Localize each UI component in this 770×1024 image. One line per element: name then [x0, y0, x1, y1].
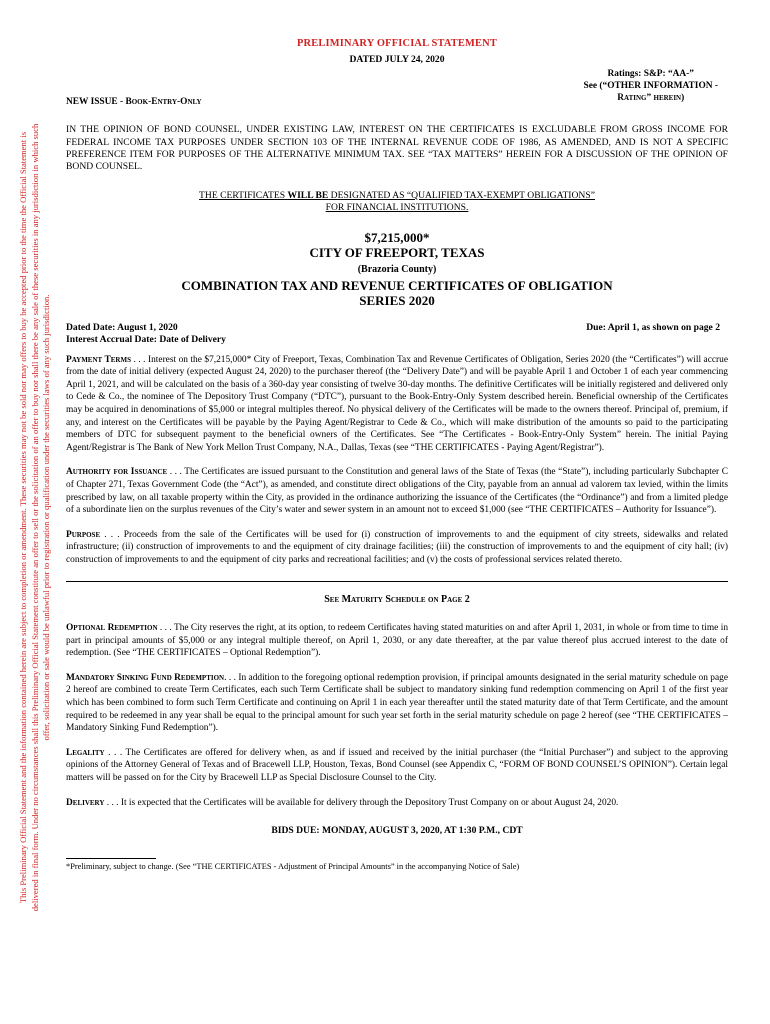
delivery-heading: Delivery — [66, 797, 105, 808]
designation-bold: WILL BE — [287, 189, 329, 201]
footnote: *Preliminary, subject to change. (See “THE CERTIFICATES - Adjustment of Principal Amounts” in the accompanying Notice of Sale) — [66, 861, 520, 871]
ratings-block — [584, 68, 718, 104]
optional-redemption-text: . . . The City reserves the right, at its option, to redeem Certificates having stated maturities on and after April 1, 2031, in whole or from time to time in part in principal amounts of $5,000 or any integral multiple thereof, on April 1, 2030, or any date thereafter, at the par value thereof plus accrued interest to the date of redemption. (See “THE CERTIFICATES – Optional Redemption”). — [66, 623, 729, 659]
authority-text: . . . The Certificates are issued pursuant to the Constitution and general laws of the State of Texas (the “State”), including particularly Subchapter C of Chapter 271, Texas Government Code (the “Act”), as amended, and constitute direct obligations of the City, payable from an annual ad valorem tax levied, within the limits prescribed by law, on all taxable property within the City, as provided in the ordinance authorizing the issuance of the Certificates (the “Ordinance”) and from a limited pledge of a subordinate lien on the surplus revenues of the City’s water and sewer system in an amount not to exceed $1,000 (see “THE CERTIFICATES – Authority for Issuance”). — [66, 467, 728, 516]
dates-row — [66, 322, 728, 348]
section-divider — [66, 581, 728, 582]
dated-line: DATED JULY 24, 2020 — [349, 53, 445, 65]
optional-redemption-paragraph — [66, 622, 728, 660]
dates-left — [66, 322, 226, 347]
document-page — [66, 34, 728, 873]
designation-line-2: FOR FINANCIAL INSTITUTIONS. — [325, 202, 469, 214]
sidebar-disclaimer-text — [18, 20, 53, 1015]
dated-date: Dated Date: August 1, 2020 — [66, 321, 178, 333]
ratings-line-2: See (“OTHER INFORMATION - — [583, 81, 718, 92]
ratings-line-1: Ratings: S&P: “AA-” — [607, 69, 694, 80]
purpose-paragraph — [66, 529, 728, 567]
offering-amount: $7,215,000* — [364, 229, 430, 245]
issue-ratings-row — [66, 68, 728, 108]
sinking-fund-text: . . . In addition to the foregoing optional redemption provision, if principal amounts designated in the serial maturity schedule on page 2 hereof are combined to create Term Certificates, each such Term Certificate shall be subject to mandatory sinking fund redemption commencing on April 1 of the first year which has been combined to form such Term Certificate and continuing on April 1 in each year thereafter until the stated maturity date of that Term Certificate, and the amount required to be redeemed in any year shall be equal to the principal amount for such year set forth in the serial maturity schedule on page 2 hereof (see “THE CERTIFICATES – Mandatory Sinking Fund Redemption”). — [66, 672, 728, 734]
optional-redemption-heading: Optional Redemption — [66, 623, 158, 634]
sidebar-line-3: offer, solicitation or sale would be unlawful prior to registration or qualification under the securities laws of any such jurisdiction. — [41, 294, 51, 741]
sidebar-disclaimer — [18, 20, 58, 1015]
delivery-text: . . . It is expected that the Certificates will be available for delivery through the Depository Trust Company on or about August 24, 2020. — [104, 797, 619, 808]
county-name: (Brazoria County) — [357, 263, 437, 275]
security-title: COMBINATION TAX AND REVENUE CERTIFICATES OF OBLIGATION — [181, 278, 613, 294]
sidebar-line-2: delivered in final form. Under no circumstances shall this Preliminary Official Statement constitute an offer to sell or the solicitation of an offer to buy nor shall there be any sale of these securities in any jurisdiction in which such — [29, 123, 40, 912]
payment-terms-heading: Payment Terms — [66, 354, 131, 365]
purpose-text: . . . Proceeds from the sale of the Certificates will be used for (i) construction of improvements to and the equipment of city streets, sidewalks and related infrastructure; (ii) construction of improvements to and the equipment of city drainage facilities; (iii) the construction of improvements to and the equipment of city hall; (iv) construction of improvements to and the equipment of city parks and recreational facilities; and (v) the costs of professional services related thereto. — [66, 529, 728, 565]
payment-terms-text: . . . Interest on the $7,215,000* City of Freeport, Texas, Combination Tax and Revenue Certificates of Obligation, Series 2020 (the “Certificates”) will accrue from the date of initial delivery (expected August 24, 2020) to the purchaser thereof (the “Delivery Date”) and will be payable April 1 and October 1 of each year commencing April 1, 2021, and will be calculated on the basis of a 360-day year consisting of twelve 30-day months. The definitive Certificates will be initially registered and delivered only to Cede & Co., the nominee of The Depository Trust Company (“DTC”), pursuant to the Book-Entry-Only System described herein. Beneficial ownership of the Certificates may be acquired in denominations of $5,000 or integral multiples thereof. No physical delivery of the Certificates will be made to the owners thereof. Principal of, premium, if any, and interest on the Certificates will be payable by the Paying Agent/Registrar to Cede & Co., which will make distribution of the amounts so paid to the participating members of DTC for subsequent payment to the beneficial owners of the Certificates. See “The Certificates - Book-Entry-Only System” herein. The initial Paying Agent/Registrar is The Bank of New York Mellon Trust Company, N.A., Dallas, Texas (see “THE CERTIFICATES - Paying Agent/Registrar”). — [66, 354, 728, 453]
sinking-fund-paragraph — [66, 672, 728, 735]
series-title: SERIES 2020 — [359, 293, 435, 308]
designation-before: THE CERTIFICATES — [199, 189, 288, 201]
sinking-fund-heading: Mandatory Sinking Fund Redemption — [66, 672, 225, 683]
ratings-line-3: Rating” herein) — [617, 93, 685, 104]
authority-paragraph — [66, 466, 728, 516]
purpose-heading: Purpose — [66, 529, 101, 540]
legality-text: . . . The Certificates are offered for delivery when, as and if issued and received by the initial purchaser (the “Initial Purchaser”) and subject to the approving opinions of the Attorney General of Texas and of Bracewell LLP, Houston, Texas, Bond Counsel (see Appendix C, “FORM OF BOND COUNSEL’S OPINION”). Certain legal matters will be passed on for the City by Bracewell LLP as Special Disclosure Counsel to the City. — [66, 747, 728, 784]
preliminary-heading: PRELIMINARY OFFICIAL STATEMENT — [297, 38, 497, 49]
authority-heading: Authority for Issuance — [66, 467, 168, 478]
maturity-schedule-reference: See Maturity Schedule on Page 2 — [324, 593, 470, 605]
sidebar-line-1: This Preliminary Official Statement and the information contained herein are subject to completion or amendment. These securities may not be sold nor may offers to buy be accepted prior to the time the Official Statement is — [18, 131, 28, 904]
interest-accrual-date: Interest Accrual Date: Date of Delivery — [66, 334, 226, 346]
legality-paragraph — [66, 747, 728, 785]
designation-after: DESIGNATED AS “QUALIFIED TAX-EXEMPT OBLIGATIONS” — [328, 189, 595, 201]
bond-counsel-opinion: IN THE OPINION OF BOND COUNSEL, UNDER EXISTING LAW, INTEREST ON THE CERTIFICATES IS EXCLUDABLE FROM GROSS INCOME FOR FEDERAL INCOME TAX PURPOSES UNDER SECTION 103 OF THE INTERNAL REVENUE CODE OF 1986, AS AMENDED, AND IS NOT A SPECIFIC PREFERENCE ITEM FOR PURPOSES OF THE ALTERNATIVE MINIMUM TAX. SEE “TAX MATTERS” HEREIN FOR A DISCUSSION OF THE OPINION OF BOND COUNSEL. — [66, 124, 728, 173]
legality-heading: Legality — [66, 747, 105, 758]
payment-terms-paragraph — [66, 354, 728, 455]
issuer-name: CITY OF FREEPORT, TEXAS — [309, 245, 485, 261]
footnote-rule — [66, 858, 156, 859]
new-issue-label: NEW ISSUE - Book-Entry-Only — [66, 96, 202, 107]
due-date: Due: April 1, as shown on page 2 — [586, 321, 720, 333]
qualified-designation — [66, 190, 728, 215]
delivery-paragraph — [66, 797, 728, 810]
bids-due: BIDS DUE: MONDAY, AUGUST 3, 2020, AT 1:30 P.M., CDT — [271, 825, 523, 837]
